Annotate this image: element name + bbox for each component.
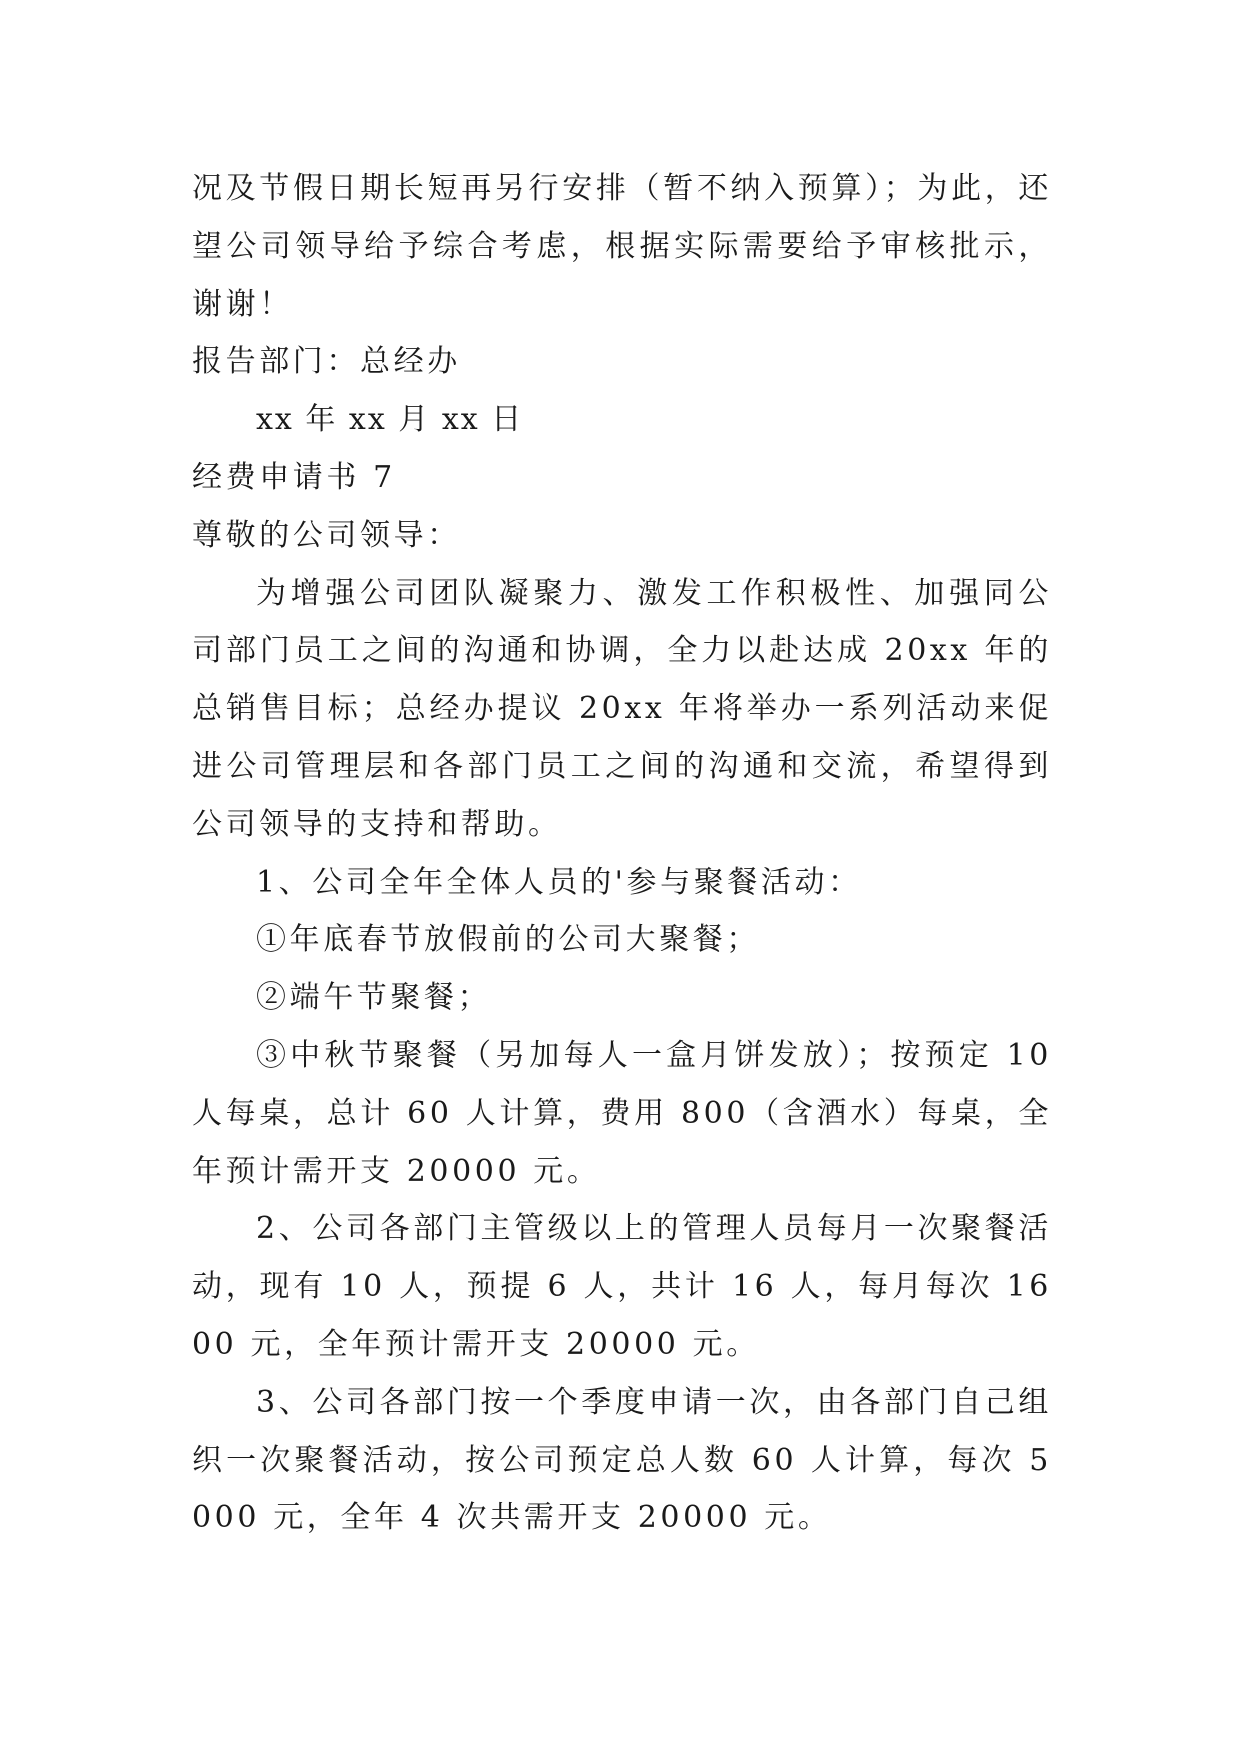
item-1-sub-3: ③中秋节聚餐（另加每人一盒月饼发放）；按预定 10 人每桌，总计 60 人计算，费用 800（含酒水）每桌，全年预计需开支 20000 元。 xyxy=(192,1037,1052,1189)
item-1-sub-2: ②端午节聚餐； xyxy=(256,980,492,1016)
item-3-paragraph: 3、公司各部门按一个季度申请一次，由各部门自己组织一次聚餐活动，按公司预定总人数 60 人计算，每次 5000 元，全年 4 次共需开支 20000 元。 xyxy=(192,1384,1052,1536)
item-1-sub-1: ①年底春节放假前的公司大聚餐； xyxy=(256,922,760,958)
section-title: 经费申请书 7 xyxy=(192,459,396,495)
document-body xyxy=(192,160,1052,1547)
closing-paragraph: 况及节假日期长短再另行安排（暂不纳入预算）；为此，还望公司领导给予综合考虑，根据实际需要给予审核批示，谢谢！ xyxy=(192,171,1052,322)
item-2-paragraph: 2、公司各部门主管级以上的管理人员每月一次聚餐活动，现有 10 人，预提 6 人，共计 16 人，每月每次 1600 元，全年预计需开支 20000 元。 xyxy=(192,1211,1052,1362)
report-date: xx 年 xx 月 xx 日 xyxy=(256,402,524,438)
item-1-heading: 1、公司全年全体人员的'参与聚餐活动： xyxy=(256,864,862,900)
report-department: 报告部门：总经办 xyxy=(192,344,461,380)
intro-paragraph: 为增强公司团队凝聚力、激发工作积极性、加强同公司部门员工之间的沟通和协调，全力以赴达成 20xx 年的总销售目标；总经办提议 20xx 年将举办一系列活动来促进公司管理层和各部门员工之间的沟通和交流，希望得到公司领导的支持和帮助。 xyxy=(192,575,1052,842)
salutation: 尊敬的公司领导： xyxy=(192,517,461,553)
